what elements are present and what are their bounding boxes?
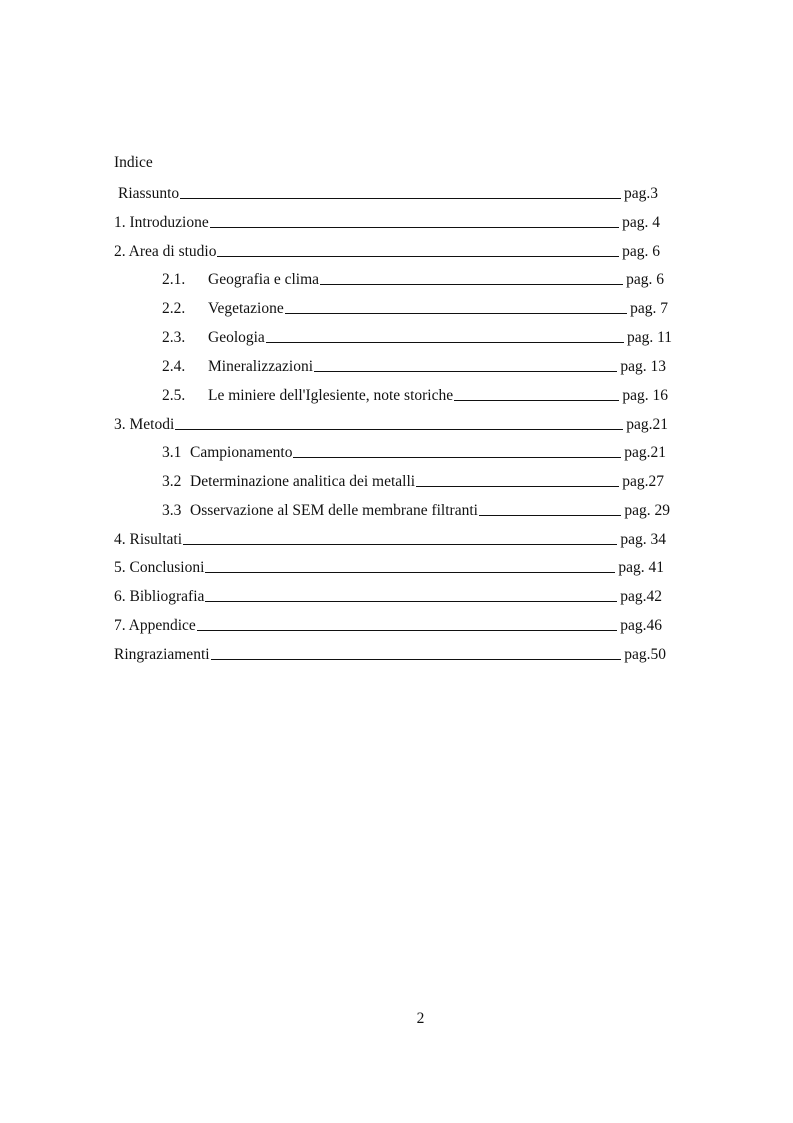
toc-entry-page: pag.3 bbox=[623, 185, 658, 202]
toc-entry-ringraziamenti[interactable] bbox=[114, 644, 666, 664]
toc-entry-page: pag.21 bbox=[626, 416, 668, 433]
toc-entry-appendice[interactable] bbox=[114, 615, 662, 635]
toc-entry-riassunto[interactable] bbox=[118, 183, 658, 203]
toc-entry-label: 2. Area di studio bbox=[114, 243, 217, 260]
toc-entry-label: 7. Appendice bbox=[114, 617, 196, 634]
toc-entry-determinazione-analitica[interactable] bbox=[162, 471, 664, 491]
dot-leader bbox=[180, 198, 621, 199]
toc-entry-number: 3.2 bbox=[162, 473, 182, 490]
toc-entry-geografia-e-clima[interactable] bbox=[162, 269, 664, 289]
toc-entry-metodi[interactable] bbox=[114, 414, 668, 434]
dot-leader bbox=[293, 457, 621, 458]
dot-leader bbox=[197, 630, 617, 631]
toc-entry-mineralizzazioni[interactable] bbox=[162, 356, 666, 376]
toc-entry-vegetazione[interactable] bbox=[162, 298, 668, 318]
toc-entry-label: 5. Conclusioni bbox=[114, 559, 205, 576]
toc-entry-label: Geologia bbox=[208, 329, 265, 346]
toc-entry-label: 3. Metodi bbox=[114, 416, 175, 433]
toc-entry-introduzione[interactable] bbox=[114, 212, 660, 232]
toc-title: Indice bbox=[114, 154, 153, 171]
toc-entry-page: pag. 4 bbox=[622, 214, 660, 231]
dot-leader bbox=[285, 313, 627, 314]
toc-entry-label: Ringraziamenti bbox=[114, 646, 210, 663]
toc-entry-risultati[interactable] bbox=[114, 529, 666, 549]
toc-entry-page: pag. 16 bbox=[622, 387, 668, 404]
toc-entry-label: Le miniere dell'Iglesiente, note storiche bbox=[208, 387, 454, 404]
toc-entry-page: pag. 6 bbox=[626, 271, 664, 288]
toc-entry-page: pag.21 bbox=[624, 444, 666, 461]
toc-entry-page: pag.46 bbox=[620, 617, 662, 634]
toc-entry-page: pag. 29 bbox=[624, 502, 670, 519]
toc-entry-page: pag. 34 bbox=[620, 531, 666, 548]
toc-entry-label: Geografia e clima bbox=[208, 271, 320, 288]
dot-leader bbox=[205, 572, 615, 573]
dot-leader bbox=[211, 659, 622, 660]
toc-entry-area-di-studio[interactable] bbox=[114, 241, 660, 261]
toc-entry-label: Osservazione al SEM delle membrane filtranti bbox=[190, 502, 478, 519]
dot-leader bbox=[205, 601, 617, 602]
dot-leader bbox=[183, 544, 617, 545]
dot-leader bbox=[175, 429, 623, 430]
dot-leader bbox=[217, 256, 619, 257]
toc-entry-page: pag. 7 bbox=[630, 300, 668, 317]
toc-entry-label: Mineralizzazioni bbox=[208, 358, 314, 375]
toc-entry-page: pag.50 bbox=[624, 646, 666, 663]
toc-entry-number: 2.2. bbox=[162, 300, 186, 317]
toc-entry-page: pag.42 bbox=[620, 588, 662, 605]
toc-entry-label: Vegetazione bbox=[208, 300, 284, 317]
toc-entry-label: 6. Bibliografia bbox=[114, 588, 205, 605]
toc-entry-conclusioni[interactable] bbox=[114, 557, 664, 577]
toc-entry-label: Campionamento bbox=[190, 444, 293, 461]
toc-entry-label: 1. Introduzione bbox=[114, 214, 209, 231]
toc-entry-page: pag. 6 bbox=[622, 243, 660, 260]
dot-leader bbox=[454, 400, 619, 401]
dot-leader bbox=[314, 371, 617, 372]
toc-entry-page: pag.27 bbox=[622, 473, 664, 490]
dot-leader bbox=[320, 284, 623, 285]
toc-entry-number: 2.1. bbox=[162, 271, 186, 288]
dot-leader bbox=[266, 342, 624, 343]
toc-entry-page: pag. 11 bbox=[626, 329, 672, 346]
toc-entry-campionamento[interactable] bbox=[162, 442, 666, 462]
toc-entry-geologia[interactable] bbox=[162, 327, 672, 347]
page-number: 2 bbox=[416, 1010, 425, 1027]
toc-entry-bibliografia[interactable] bbox=[114, 586, 662, 606]
toc-entry-osservazione-sem[interactable] bbox=[162, 500, 670, 520]
toc-entry-label: Riassunto bbox=[118, 185, 180, 202]
dot-leader bbox=[479, 515, 621, 516]
toc-entry-number: 2.5. bbox=[162, 387, 186, 404]
dot-leader bbox=[210, 227, 619, 228]
toc-entry-label: Determinazione analitica dei metalli bbox=[190, 473, 416, 490]
toc-entry-number: 3.1 bbox=[162, 444, 182, 461]
toc-entry-page: pag. 41 bbox=[618, 559, 664, 576]
toc-entry-label: 4. Risultati bbox=[114, 531, 183, 548]
toc-entry-number: 2.3. bbox=[162, 329, 186, 346]
dot-leader bbox=[416, 486, 619, 487]
toc-entry-miniere-iglesiente[interactable] bbox=[162, 385, 668, 405]
toc-entry-number: 2.4. bbox=[162, 358, 186, 375]
toc-entry-page: pag. 13 bbox=[620, 358, 666, 375]
toc-entry-number: 3.3 bbox=[162, 502, 182, 519]
